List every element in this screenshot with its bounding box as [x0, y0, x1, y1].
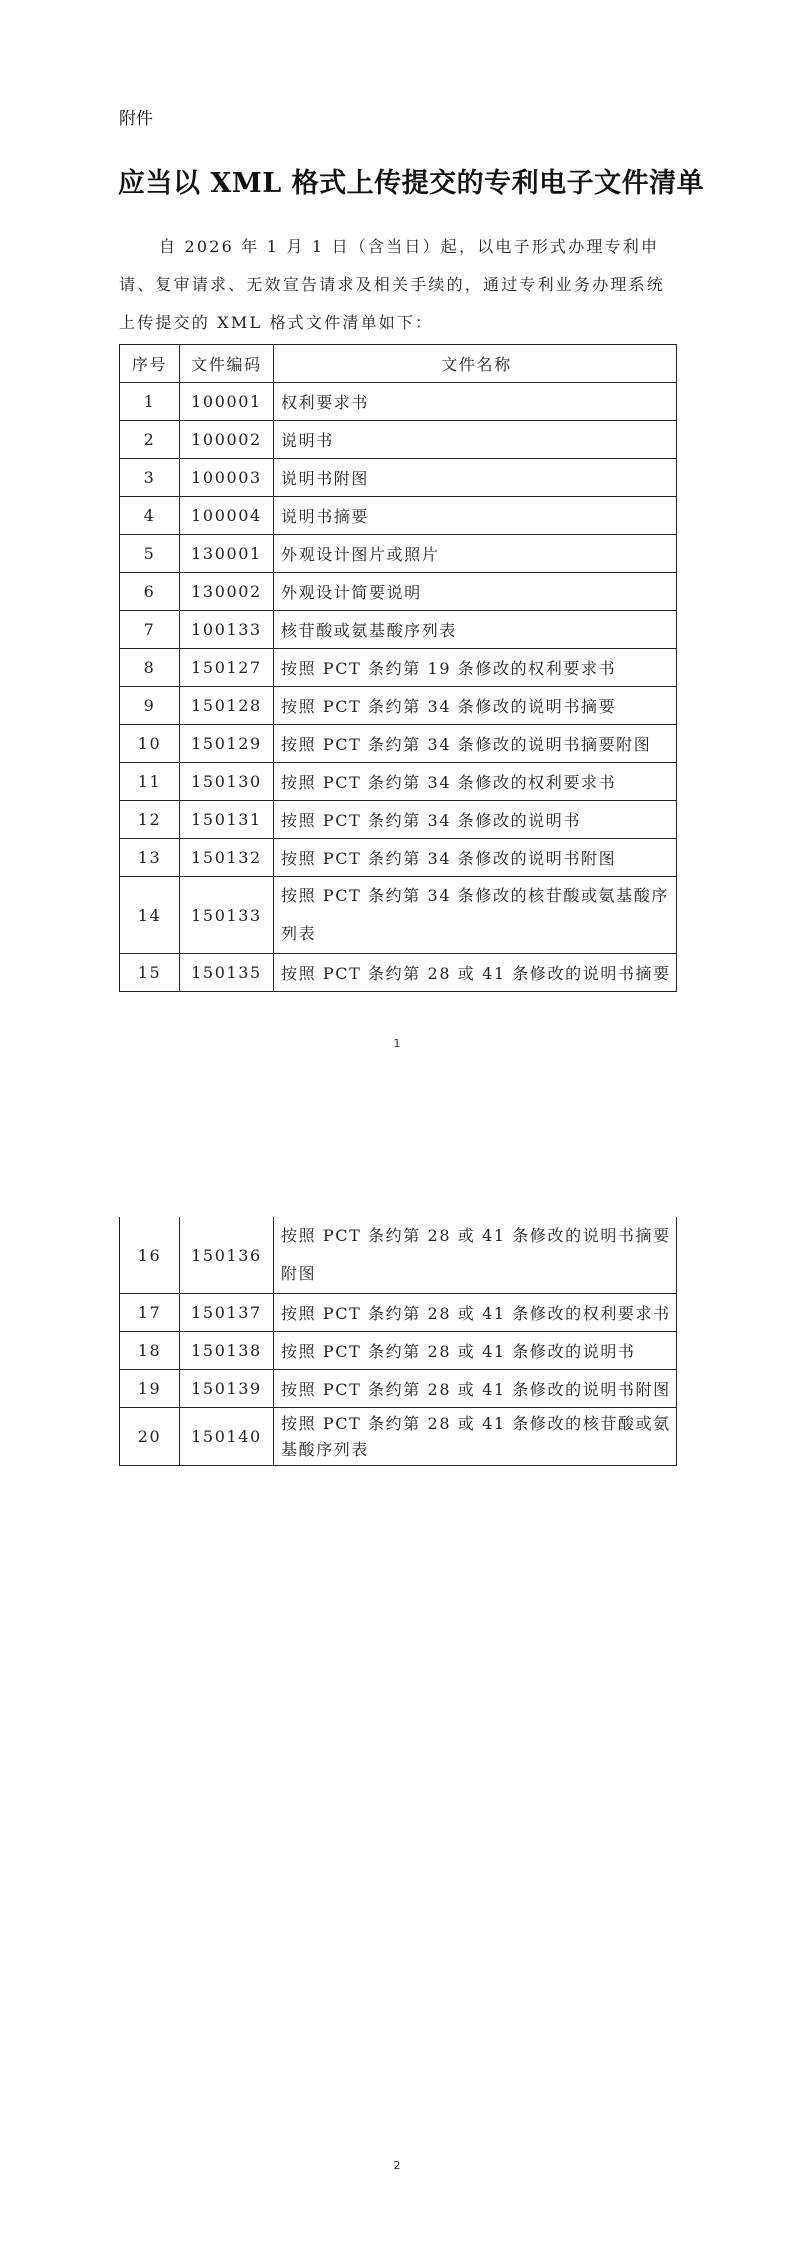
row-no: 20 — [120, 1408, 180, 1466]
row-name: 说明书 — [274, 421, 677, 459]
table-row — [120, 1408, 677, 1466]
row-code: 150132 — [180, 839, 274, 877]
row-code: 100133 — [180, 611, 274, 649]
row-code: 150131 — [180, 801, 274, 839]
table-row — [120, 839, 677, 877]
row-name: 按照 PCT 条约第 34 条修改的说明书摘要 — [274, 687, 677, 725]
row-code: 150129 — [180, 725, 274, 763]
row-name: 按照 PCT 条约第 28 或 41 条修改的说明书附图 — [274, 1370, 677, 1408]
table-row — [120, 877, 677, 954]
row-no: 8 — [120, 649, 180, 687]
row-no: 2 — [120, 421, 180, 459]
row-name: 按照 PCT 条约第 34 条修改的说明书 — [274, 801, 677, 839]
row-no: 11 — [120, 763, 180, 801]
document-title: 应当以 XML 格式上传提交的专利电子文件清单 — [118, 168, 705, 199]
row-code: 100003 — [180, 459, 274, 497]
row-no: 14 — [120, 877, 180, 954]
page-number: 1 — [393, 1037, 401, 1050]
row-name: 说明书附图 — [274, 459, 677, 497]
row-code: 100002 — [180, 421, 274, 459]
table-row — [120, 687, 677, 725]
table-row — [120, 611, 677, 649]
row-code: 150140 — [180, 1408, 274, 1466]
table-row — [120, 459, 677, 497]
table-header-row — [120, 345, 677, 383]
row-code: 150136 — [180, 1217, 274, 1294]
row-name: 按照 PCT 条约第 34 条修改的权利要求书 — [274, 763, 677, 801]
row-name: 权利要求书 — [274, 383, 677, 421]
table-row — [120, 573, 677, 611]
header-name: 文件名称 — [274, 345, 677, 383]
row-no: 6 — [120, 573, 180, 611]
row-no: 18 — [120, 1332, 180, 1370]
row-no: 4 — [120, 497, 180, 535]
header-code: 文件编码 — [180, 345, 274, 383]
table-row — [120, 421, 677, 459]
row-no: 7 — [120, 611, 180, 649]
row-name: 按照 PCT 条约第 28 或 41 条修改的说明书 — [274, 1332, 677, 1370]
row-code: 150127 — [180, 649, 274, 687]
row-no: 16 — [120, 1217, 180, 1294]
row-name: 按照 PCT 条约第 34 条修改的说明书摘要附图 — [274, 725, 677, 763]
table-row — [120, 1370, 677, 1408]
row-name: 按照 PCT 条约第 28 或 41 条修改的说明书摘要附图 — [274, 1217, 677, 1294]
row-name: 按照 PCT 条约第 19 条修改的权利要求书 — [274, 649, 677, 687]
table-row — [120, 801, 677, 839]
row-no: 12 — [120, 801, 180, 839]
page-number: 2 — [393, 2159, 401, 2172]
row-code: 150133 — [180, 877, 274, 954]
row-code: 150139 — [180, 1370, 274, 1408]
row-code: 100001 — [180, 383, 274, 421]
row-code: 130001 — [180, 535, 274, 573]
row-code: 100004 — [180, 497, 274, 535]
row-code: 150128 — [180, 687, 274, 725]
row-no: 15 — [120, 954, 180, 992]
table-row — [120, 954, 677, 992]
row-name: 外观设计图片或照片 — [274, 535, 677, 573]
file-list-table-page-1 — [119, 344, 677, 992]
row-name: 说明书摘要 — [274, 497, 677, 535]
row-name: 核苷酸或氨基酸序列表 — [274, 611, 677, 649]
table-row — [120, 1217, 677, 1294]
row-no: 13 — [120, 839, 180, 877]
row-no: 1 — [120, 383, 180, 421]
row-code: 150138 — [180, 1332, 274, 1370]
table-row — [120, 725, 677, 763]
row-name: 按照 PCT 条约第 28 或 41 条修改的说明书摘要 — [274, 954, 677, 992]
table-row — [120, 1332, 677, 1370]
table-row — [120, 497, 677, 535]
table-row — [120, 763, 677, 801]
table-row — [120, 535, 677, 573]
row-no: 19 — [120, 1370, 180, 1408]
row-no: 5 — [120, 535, 180, 573]
row-no: 10 — [120, 725, 180, 763]
row-no: 3 — [120, 459, 180, 497]
row-code: 150130 — [180, 763, 274, 801]
row-no: 9 — [120, 687, 180, 725]
row-code: 130002 — [180, 573, 274, 611]
row-code: 150137 — [180, 1294, 274, 1332]
row-name: 外观设计简要说明 — [274, 573, 677, 611]
row-name: 按照 PCT 条约第 34 条修改的说明书附图 — [274, 839, 677, 877]
file-list-table-page-2 — [119, 1217, 677, 1466]
attachment-label: 附件 — [119, 109, 153, 129]
row-name: 按照 PCT 条约第 34 条修改的核苷酸或氨基酸序列表 — [274, 877, 677, 954]
header-no: 序号 — [120, 345, 180, 383]
intro-paragraph: 自 2026 年 1 月 1 日（含当日）起，以电子形式办理专利申请、复审请求、无效宣告请求及相关手续的，通过专利业务办理系统上传提交的 XML 格式文件清单如下： — [119, 237, 666, 332]
table-row — [120, 383, 677, 421]
table-row — [120, 1294, 677, 1332]
row-name: 按照 PCT 条约第 28 或 41 条修改的权利要求书 — [274, 1294, 677, 1332]
row-no: 17 — [120, 1294, 180, 1332]
table-row — [120, 649, 677, 687]
row-code: 150135 — [180, 954, 274, 992]
row-name: 按照 PCT 条约第 28 或 41 条修改的核苷酸或氨基酸序列表 — [274, 1408, 677, 1466]
